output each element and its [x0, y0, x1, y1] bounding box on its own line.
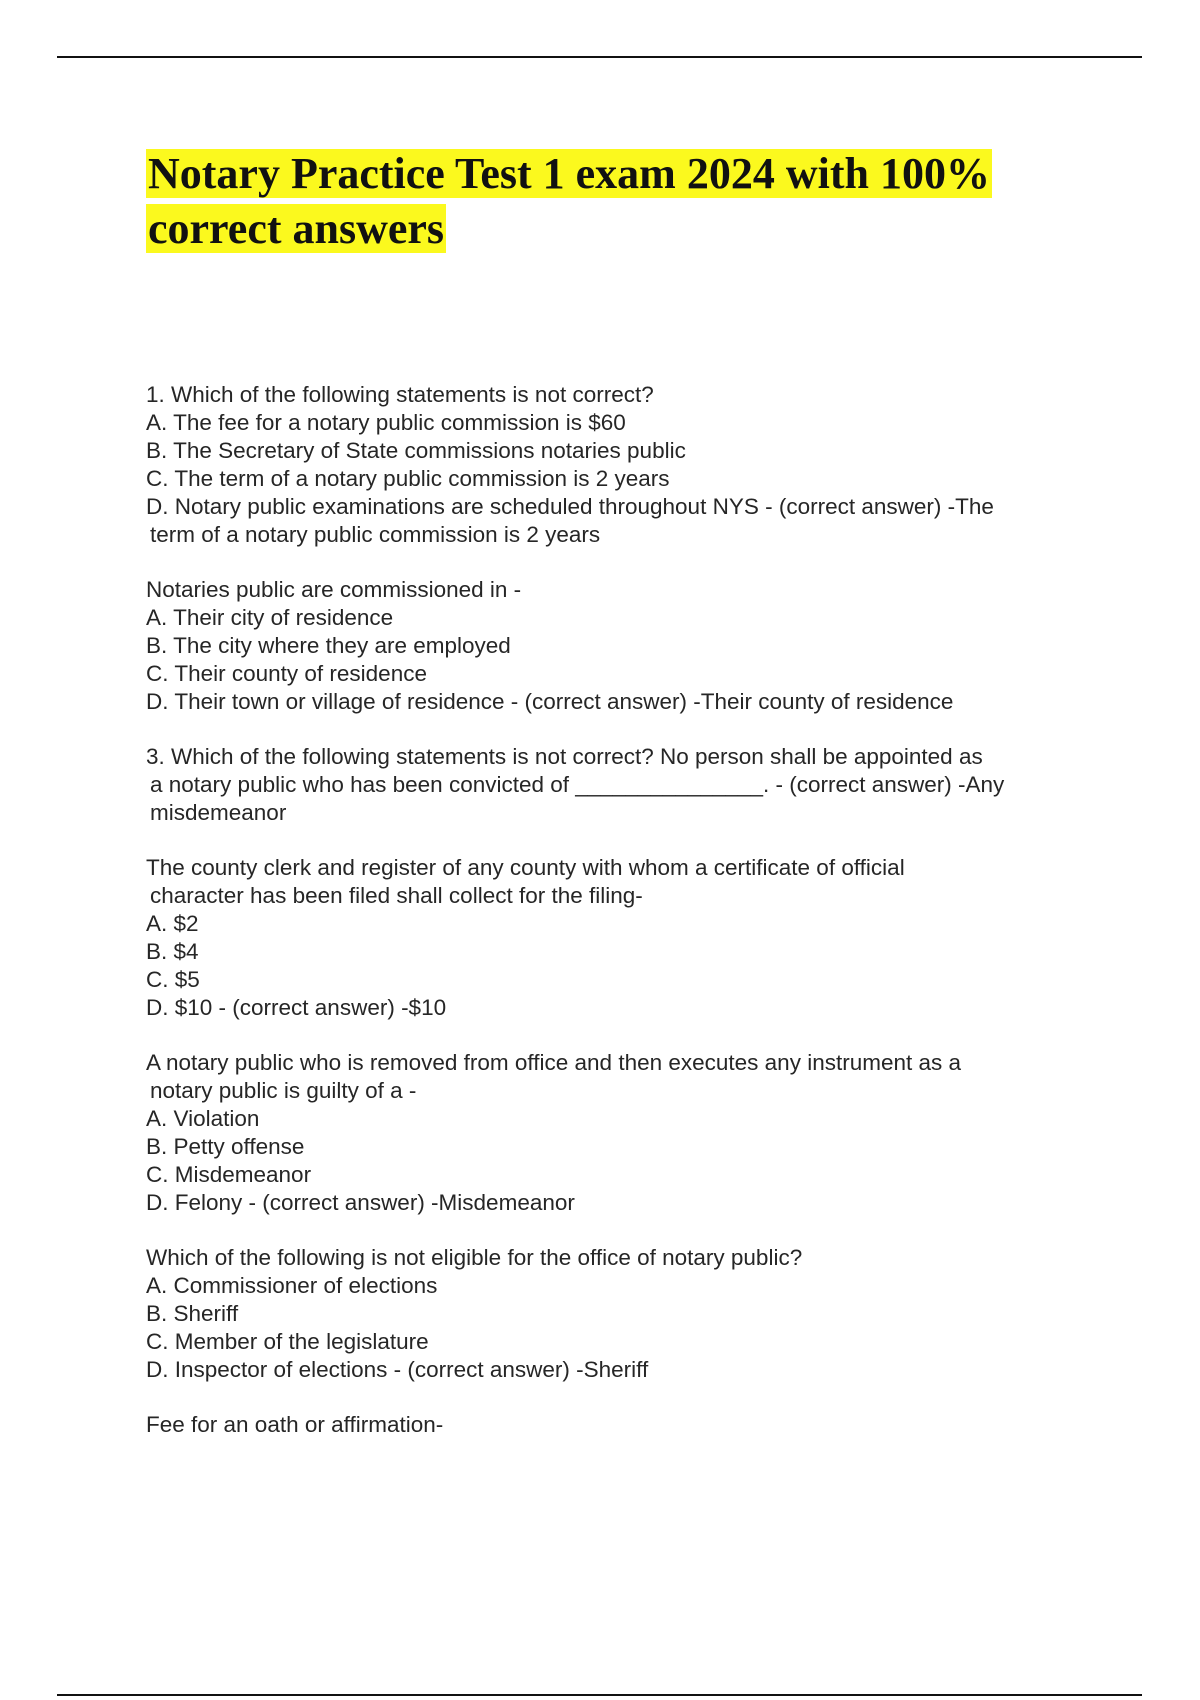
- question-5: [146, 1049, 1086, 1217]
- bottom-rule: [57, 1694, 1142, 1696]
- question-3-stem-continued: a notary public who has been convicted of _______________. - (correct answer) -Any: [150, 772, 1005, 797]
- question-5-option-b: B. Petty offense: [146, 1134, 305, 1159]
- question-list: [146, 381, 1086, 1466]
- question-5-stem: A notary public who is removed from office and then executes any instrument as a: [146, 1050, 962, 1075]
- question-5-option-d: D. Felony - (correct answer) -Misdemeanor: [146, 1190, 575, 1215]
- question-7-stem: Fee for an oath or affirmation-: [146, 1412, 444, 1437]
- question-4-option-c: C. $5: [146, 967, 200, 992]
- question-5-option-c: C. Misdemeanor: [146, 1162, 312, 1187]
- question-1-option-c: C. The term of a notary public commission is 2 years: [146, 466, 670, 491]
- question-4-stem: The county clerk and register of any county with whom a certificate of official: [146, 855, 905, 880]
- question-5-option-a: A. Violation: [146, 1106, 260, 1131]
- question-2-option-a: A. Their city of residence: [146, 605, 394, 630]
- question-2-stem: Notaries public are commissioned in -: [146, 577, 522, 602]
- title-highlight: Notary Practice Test 1 exam 2024 with 100% correct answers: [148, 149, 990, 253]
- question-7: [146, 1411, 1086, 1439]
- question-2-option-b: B. The city where they are employed: [146, 633, 511, 658]
- question-3-stem: 3. Which of the following statements is not correct? No person shall be appointed as: [146, 744, 983, 769]
- question-2-option-c: C. Their county of residence: [146, 661, 427, 686]
- question-6-option-b: B. Sheriff: [146, 1301, 239, 1326]
- question-6-option-c: C. Member of the legislature: [146, 1329, 429, 1354]
- question-4-option-a: A. $2: [146, 911, 199, 936]
- question-1-stem: 1. Which of the following statements is not correct?: [146, 382, 654, 407]
- question-5-stem-continued: notary public is guilty of a -: [150, 1078, 417, 1103]
- question-1: [146, 381, 1086, 549]
- question-2: [146, 576, 1086, 716]
- question-3-answer-continued: misdemeanor: [150, 800, 287, 825]
- question-6-stem: Which of the following is not eligible for the office of notary public?: [146, 1245, 803, 1270]
- question-1-option-a: A. The fee for a notary public commission is $60: [146, 410, 626, 435]
- question-4: [146, 854, 1086, 1022]
- page-title: [146, 146, 1106, 256]
- top-rule: [57, 56, 1142, 58]
- question-6-option-d: D. Inspector of elections - (correct answer) -Sheriff: [146, 1357, 649, 1382]
- question-4-option-b: B. $4: [146, 939, 199, 964]
- question-6: [146, 1244, 1086, 1384]
- question-1-option-b: B. The Secretary of State commissions notaries public: [146, 438, 686, 463]
- question-1-answer-continued: term of a notary public commission is 2 years: [150, 522, 601, 547]
- question-1-option-d: D. Notary public examinations are scheduled throughout NYS - (correct answer) -The: [146, 494, 994, 519]
- question-3: [146, 743, 1086, 827]
- question-2-option-d: D. Their town or village of residence - (correct answer) -Their county of residence: [146, 689, 954, 714]
- question-6-option-a: A. Commissioner of elections: [146, 1273, 438, 1298]
- question-4-stem-continued: character has been filed shall collect for the filing-: [150, 883, 643, 908]
- question-4-option-d: D. $10 - (correct answer) -$10: [146, 995, 447, 1020]
